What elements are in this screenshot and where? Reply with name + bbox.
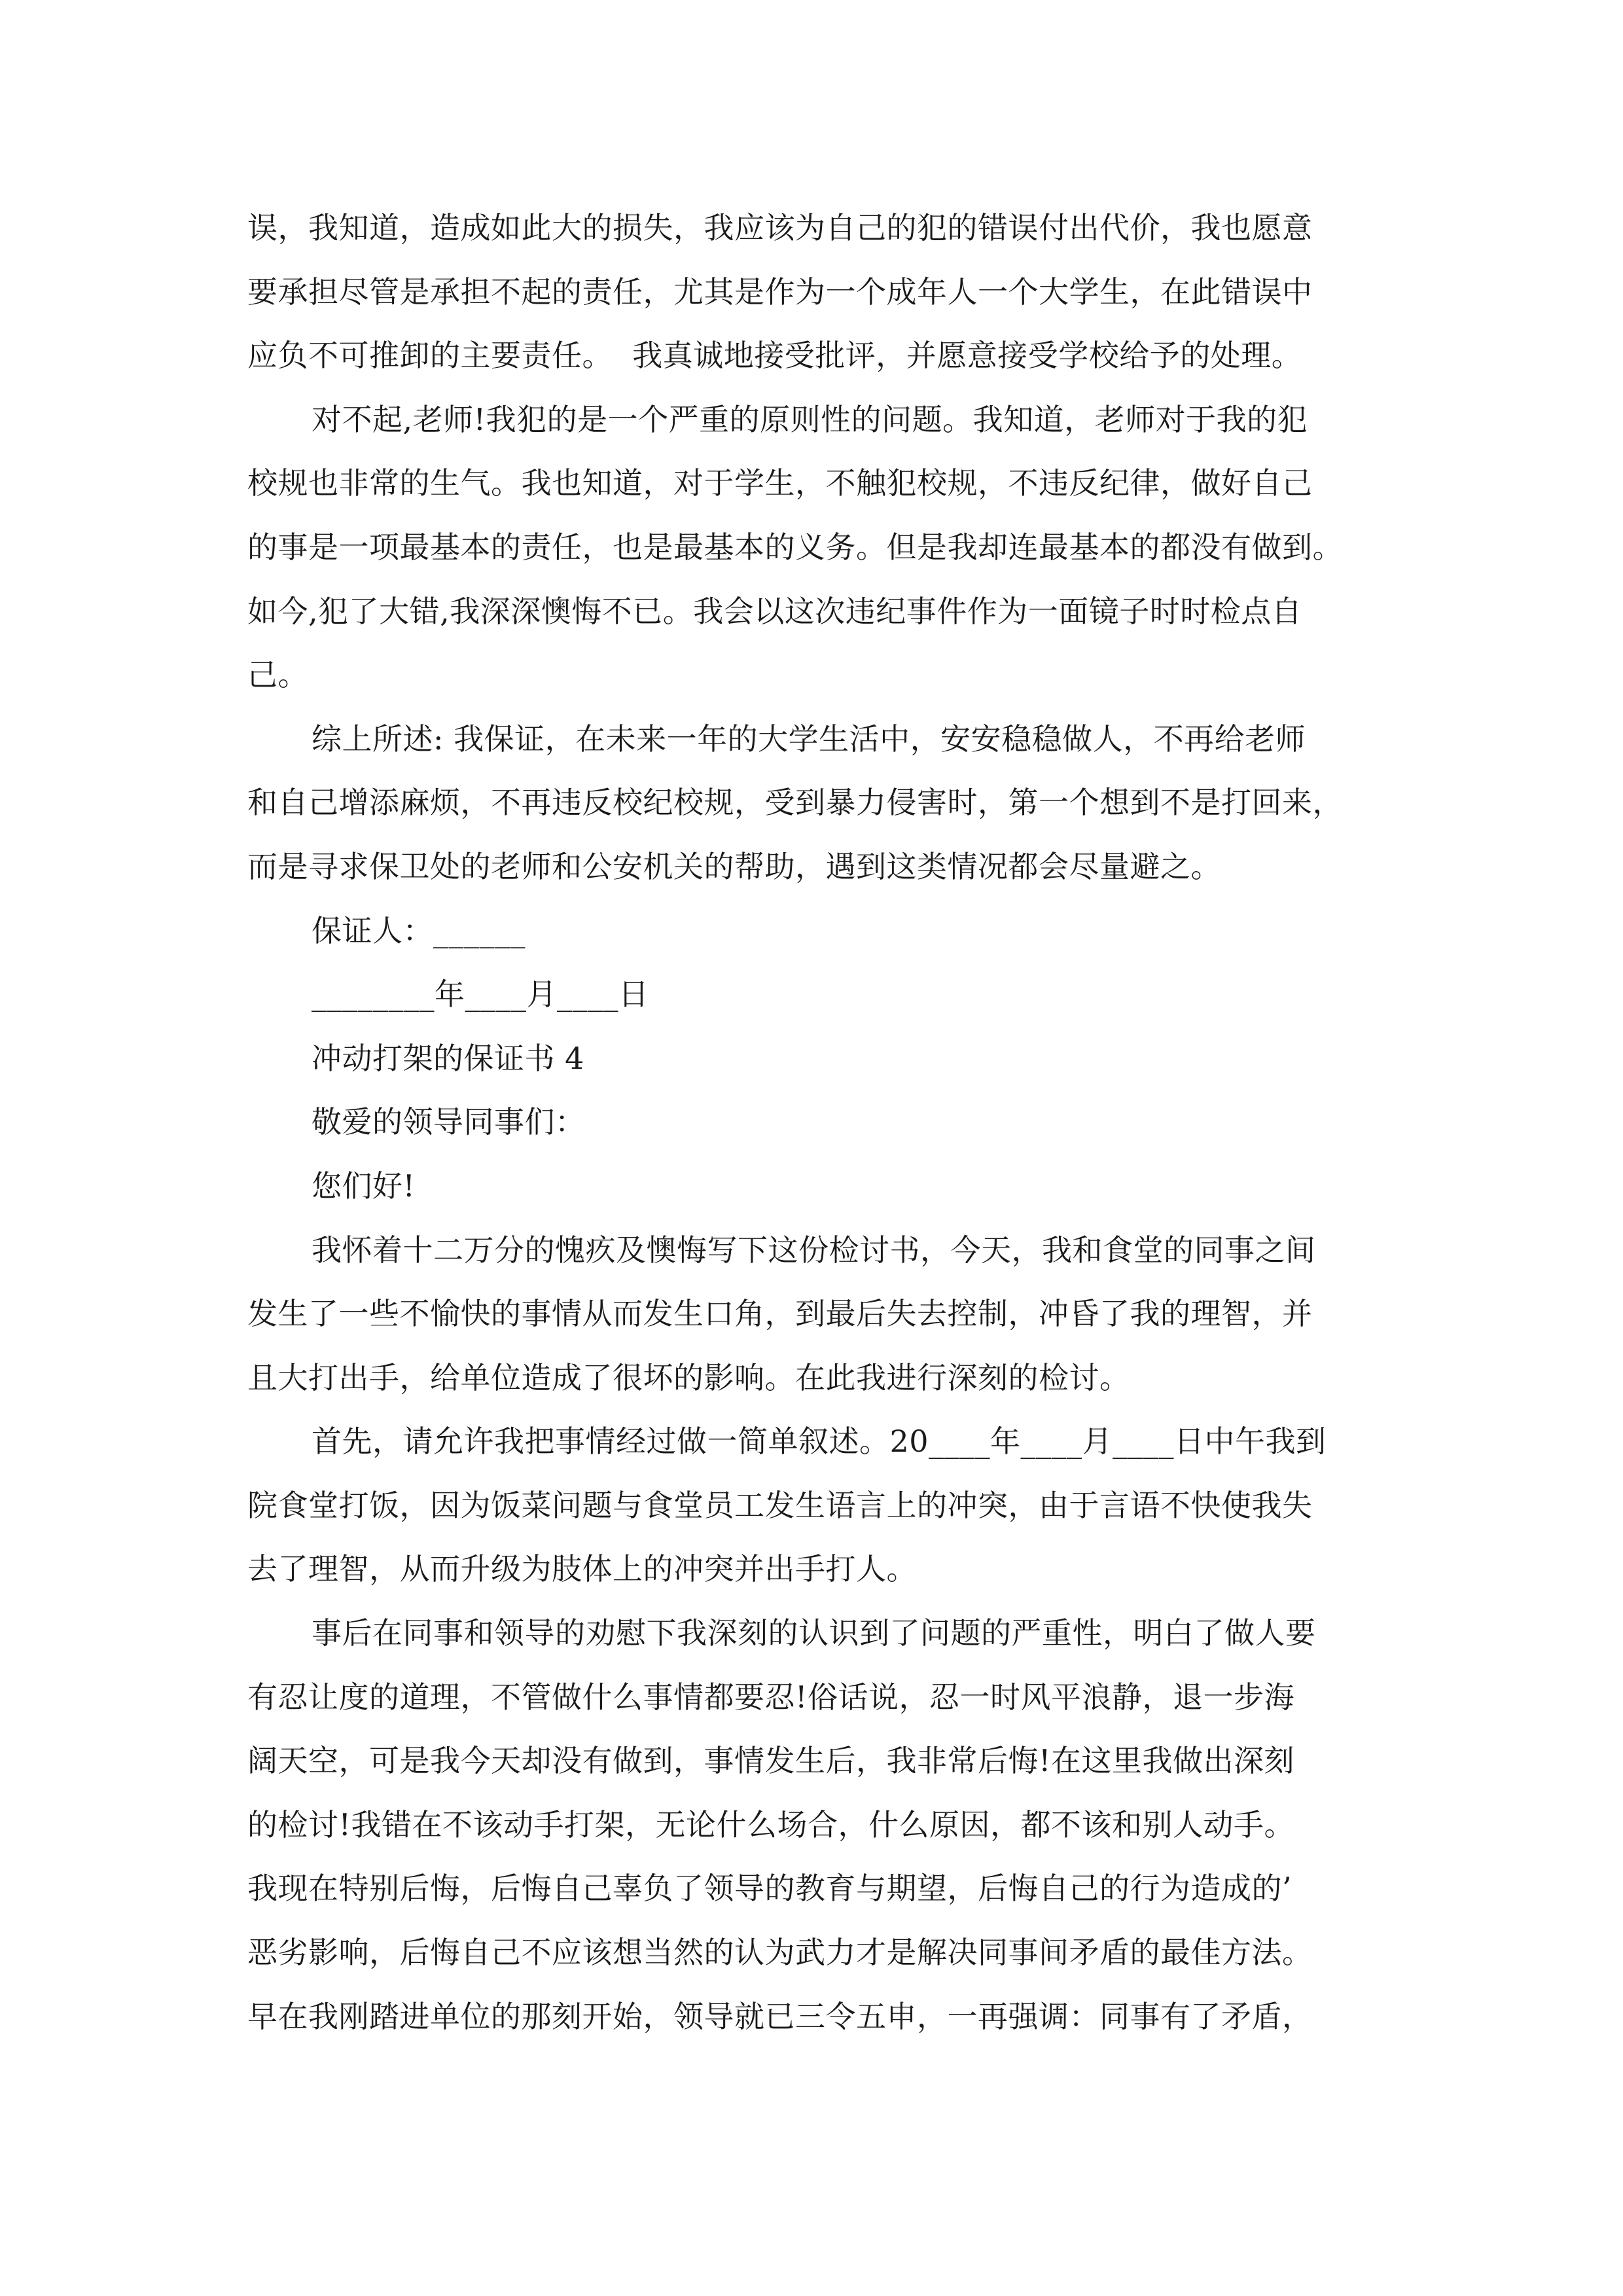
text-line: 的事是一项最基本的责任，也是最基本的义务。但是我却连最基本的都没有做到。 (247, 529, 1343, 565)
text-line: 我现在特别后悔，后悔自己辜负了领导的教育与期望，后悔自己的行为造成的’ (247, 1871, 1293, 1907)
text-line: 和自己增添麻烦，不再违反校纪校规，受到暴力侵害时，第一个想到不是打回来， (247, 785, 1343, 821)
text-line: 恶劣影响，后悔自己不应该想当然的认为武力才是解决同事间矛盾的最佳方法。 (247, 1935, 1313, 1971)
section-title: 冲动打架的保证书 4 (312, 1040, 584, 1076)
text-line: 去了理智，从而升级为肢体上的冲突并出手打人。 (247, 1551, 917, 1587)
text-line: 发生了一些不愉快的事情从而发生口角，到最后失去控制，冲昏了我的理智，并 (247, 1296, 1313, 1332)
paragraph-start-line: 我怀着十二万分的愧疚及懊悔写下这份检讨书，今天，我和食堂的同事之间 (312, 1232, 1316, 1268)
paragraph-start-line: 对不起,老师!我犯的是一个严重的原则性的问题。我知道，老师对于我的犯 (312, 401, 1308, 437)
paragraph-start-line: 综上所述: 我保证，在未来一年的大学生活中，安安稳稳做人，不再给老师 (312, 721, 1306, 757)
salutation: 敬爱的领导同事们： (312, 1104, 586, 1140)
guarantor-signature-line: 保证人：______ (312, 912, 526, 948)
text-line: 阔天空，可是我今天却没有做到，事情发生后，我非常后悔!在这里我做出深刻 (247, 1743, 1294, 1779)
date-line: ________年____月____日 (312, 977, 649, 1013)
text-line: 且大打出手，给单位造成了很坏的影响。在此我进行深刻的检讨。 (247, 1359, 1130, 1395)
document-page (247, 196, 1380, 2049)
text-line: 早在我刚踏进单位的那刻开始，领导就已三令五申，一再强调：同事有了矛盾， (247, 1998, 1313, 2034)
text-line: 要承担尽管是承担不起的责任，尤其是作为一个成年人一个大学生，在此错误中 (247, 274, 1313, 310)
text-line: 己。 (247, 657, 308, 693)
paragraph-start-line: 事后在同事和领导的劝慰下我深刻的认识到了问题的严重性，明白了做人要 (312, 1615, 1316, 1651)
text-line: 如今,犯了大错,我深深懊悔不已。我会以这次违纪事件作为一面镜子时时检点自 (247, 593, 1302, 629)
text-line: 而是寻求保卫处的老师和公安机关的帮助，遇到这类情况都会尽量避之。 (247, 848, 1221, 884)
text-line: 的检讨!我错在不该动手打架，无论什么场合，什么原因，都不该和别人动手。 (247, 1806, 1294, 1842)
text-line: 校规也非常的生气。我也知道，对于学生，不触犯校规，不违反纪律，做好自己 (247, 465, 1313, 501)
text-line: 应负不可推卸的主要责任。 我真诚地接受批评，并愿意接受学校给予的处理。 (247, 338, 1302, 374)
text-line: 有忍让度的道理，不管做什么事情都要忍!俗话说，忍一时风平浪静，退一步海 (247, 1679, 1294, 1715)
paragraph-start-line: 首先，请允许我把事情经过做一简单叙述。20____年____月____日中午我到 (312, 1424, 1327, 1460)
greeting: 您们好! (312, 1168, 416, 1204)
text-line: 误，我知道，造成如此大的损失，我应该为自己的犯的错误付出代价，我也愿意 (247, 210, 1313, 245)
text-line: 院食堂打饭，因为饭菜问题与食堂员工发生语言上的冲突，由于言语不快使我失 (247, 1487, 1313, 1523)
